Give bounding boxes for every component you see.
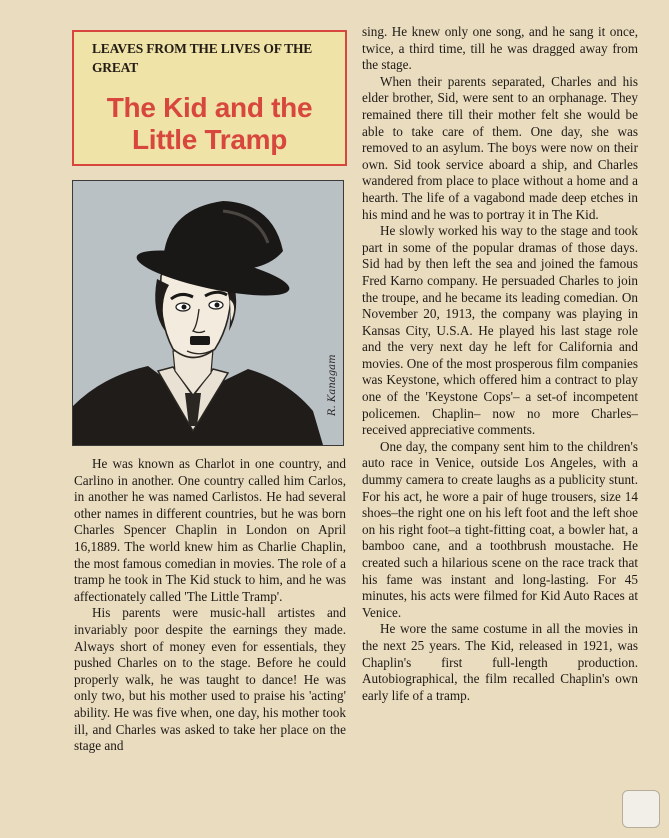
paragraph: He was known as Charlot in one country, and Carlino in another. One country called him Carlos, in another he was named Carlistos. He had several other names in different countries, but he was born Charles Spencer Chaplin in London on April 16,1889. The world knew him as Charlie Chaplin, the most famous comedian in movies. The role of a tramp he took in The Kid stuck to him, and he was affectionately called 'The Little Tramp'.	[74, 456, 346, 604]
paragraph: He wore the same costume in all the movies in the next 25 years. The Kid, released in 1921, was Chaplin's first full-length production. Autobiographical, the film recalled Chaplin's own early life of a tramp.	[362, 621, 638, 703]
title-line-2: Little Tramp	[131, 124, 288, 155]
paragraph: He slowly worked his way to the stage and took part in some of the popular dramas of those days. Sid had by then left the sea and joined the famous Fred Karno company. He persuaded Charles to join the troupe, and he became its leading comedian. On November 20, 1913, the company was playing in Kansas City, U.S.A. He played his last stage role and the very next day he left for California and movies. One of the most prosperous film companies was Keystone, which offered him a contract to play one of the 'Keystone Cops'– a set-of incompetent policemen. Chaplin– now no more Charles–received appreciative comments.	[362, 223, 638, 438]
illustrator-signature: R. Kanagam	[327, 354, 338, 416]
chaplin-portrait	[73, 181, 343, 445]
paragraph-text-extra: For 45 minutes, his acts were filmed for Kid Auto Races at Venice.	[362, 571, 638, 620]
paragraph: sing. He knew only one song, and he sang it once, twice, a third time, till he was dragged away from the stage.	[362, 24, 638, 73]
title-line-1: The Kid and the	[106, 92, 313, 123]
chaplin-illustration	[72, 180, 344, 446]
watermark-stamp	[622, 790, 660, 828]
paragraph: When their parents separated, Charles and his elder brother, Sid, were sent to an orphanage. They remained there till their mother felt she would be able to take care of them. One day, she was removed to an asylum. The boys were now on their own. Sid took service aboard a ship, and Charles wandered from place to place without a home and a hearth. The life of a vagabond made deep etches in his mind and he was to portray it in The Kid.	[362, 73, 638, 222]
left-column	[74, 456, 346, 755]
title-box	[72, 30, 347, 166]
paragraph: His parents were music-hall artistes and invariably poor despite the earnings they made. Always short of money even for essentials, they pushed Charles on to the stage. Before he could properly walk, he was taught to dance! He was only two, but his mother used to praise his 'acting' ability. He was five when, one day, his mother took ill, and Charles was asked to take her place on the stage and	[74, 605, 346, 754]
paragraph-text: One day, the company sent him to the children's auto race in Venice, outside Los Angeles, with a dummy camera to create laughs as a publicity stunt. For his act, he wore a pair of huge trousers, size 14 shoes–the right one on his left foot and the left shoe on his right foot–a tight-fitting coat, a bowler hat, a bamboo cane, and a toothbrush moustache. He created such a hilarious scene on the race track that his fame was instant and long-lasting.	[362, 438, 638, 587]
paragraph	[362, 439, 638, 622]
series-kicker: LEAVES FROM THE LIVES OF THE GREAT	[92, 41, 313, 75]
article-title	[74, 92, 345, 156]
right-column	[362, 24, 638, 704]
